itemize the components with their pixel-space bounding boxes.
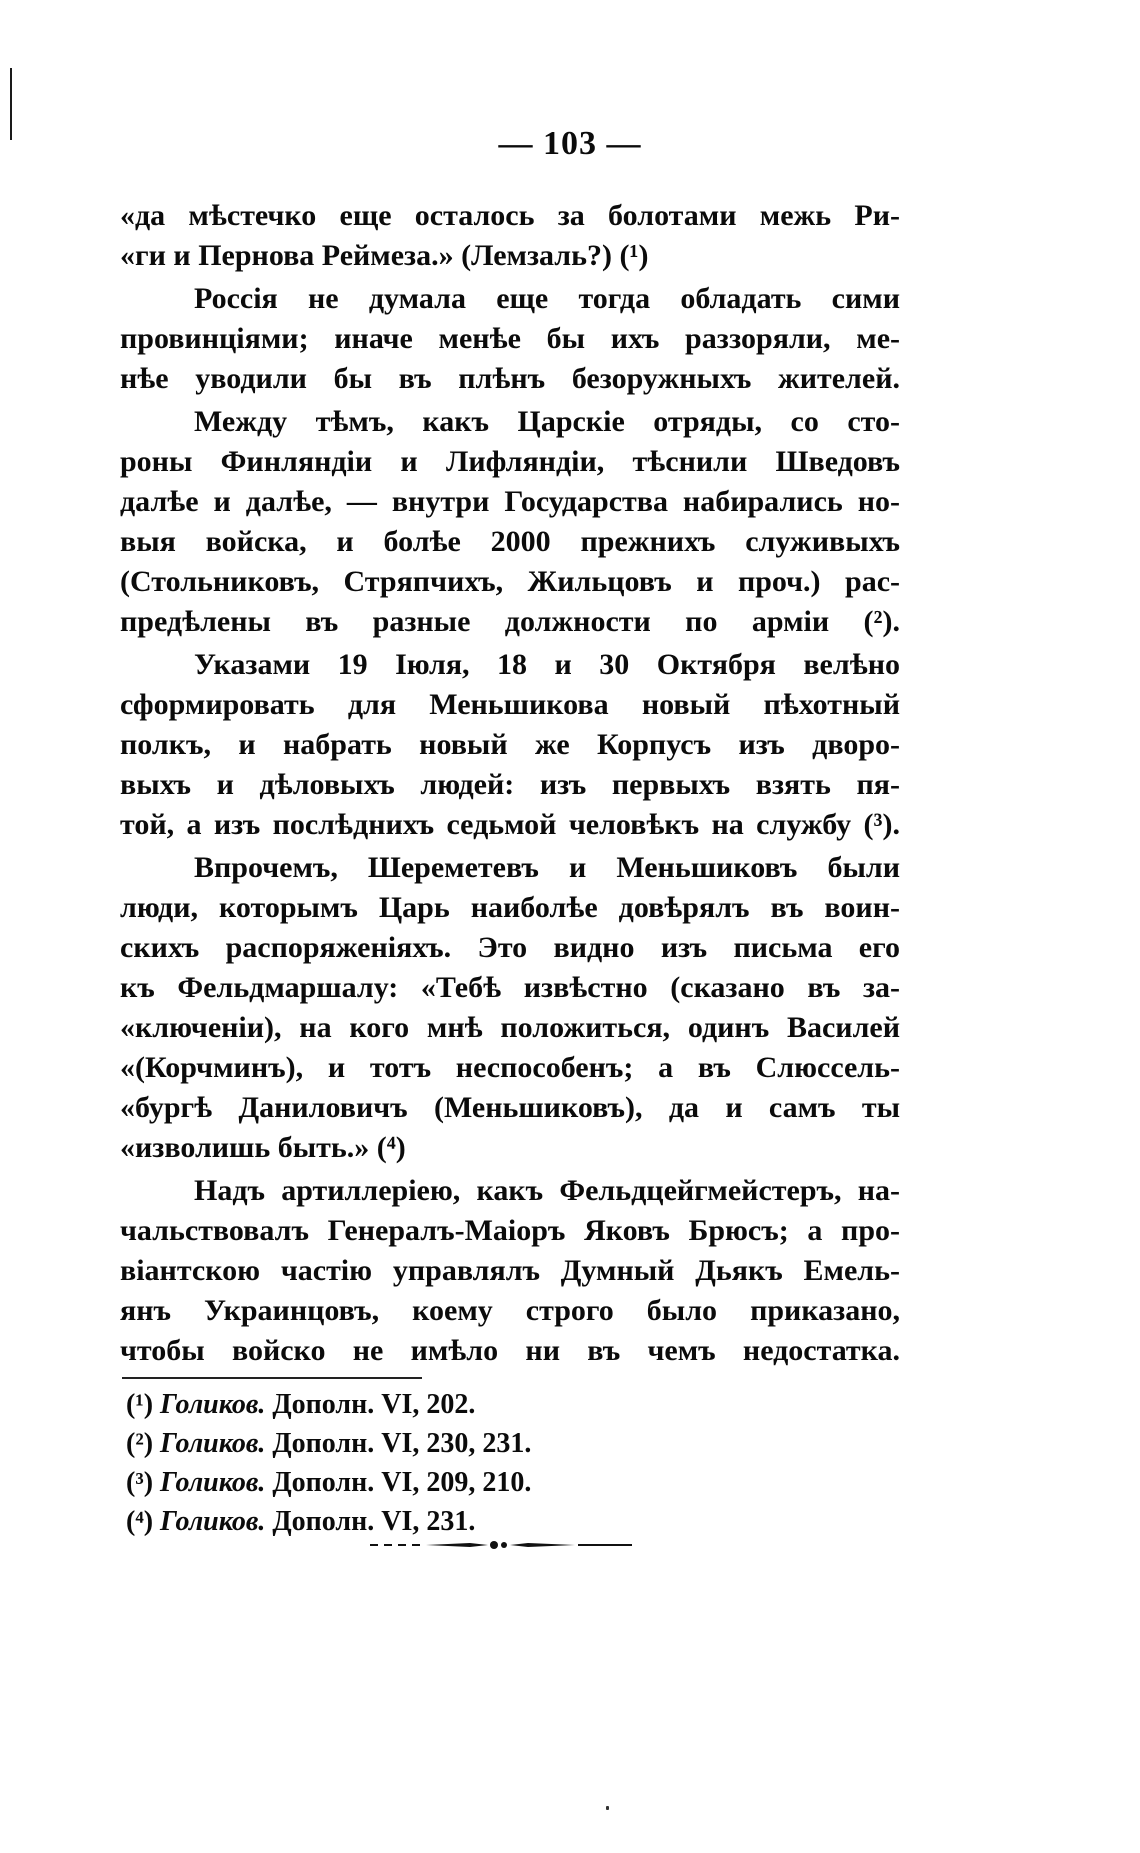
paragraph-2 <box>120 279 900 399</box>
text-line: «изволишь быть.» (⁴) <box>120 1131 406 1164</box>
footnote-mark: (⁴) <box>126 1506 154 1537</box>
paragraph-1 <box>120 196 900 276</box>
text-line: Впрочемъ, Шереметевъ и Меньшиковъ были <box>194 851 900 884</box>
body-text <box>120 196 900 1374</box>
footnote-text: Дополн. VI, 202. <box>272 1389 476 1420</box>
footnote-1 <box>126 1385 626 1424</box>
paragraph-4 <box>120 645 900 845</box>
text-line: віантскою частію управлялъ Думный Дьякъ Емель- <box>120 1254 900 1287</box>
text-line: провинціями; иначе менѣе бы ихъ раззоряли, ме- <box>120 322 900 355</box>
text-line: выхъ и дѣловыхъ людей: изъ первыхъ взять пя- <box>120 768 900 801</box>
text-line: люди, которымъ Царь наиболѣе довѣрялъ въ воин- <box>120 891 900 924</box>
text-line: янъ Украинцовъ, коему строго было приказано, <box>120 1294 900 1327</box>
end-ornament <box>370 1538 632 1552</box>
text-line: сформировать для Меньшикова новый пѣхотный <box>120 688 900 721</box>
text-line: къ Фельдмаршалу: «Тебѣ извѣстно (сказано въ за- <box>120 971 900 1004</box>
footnotes <box>126 1385 626 1541</box>
paragraph-6 <box>120 1171 900 1371</box>
text-line: чальствовалъ Генералъ-Маіоръ Яковъ Брюсъ; а про- <box>120 1214 900 1247</box>
text-line: «да мѣстечко еще осталось за болотами межь Ри- <box>120 199 900 232</box>
text-line: (Стольниковъ, Стряпчихъ, Жильцовъ и проч.) рас- <box>120 565 900 598</box>
text-line: полкъ, и набрать новый же Корпусъ изъ дворо- <box>120 728 900 761</box>
footnote-author: Голиков. <box>160 1428 266 1459</box>
footnote-author: Голиков. <box>160 1467 266 1498</box>
footnote-mark: (²) <box>126 1428 154 1459</box>
paragraph-5 <box>120 848 900 1168</box>
text-line: «ключеніи), на кого мнѣ положиться, одинъ Василей <box>120 1011 900 1044</box>
footnote-author: Голиков. <box>160 1506 266 1537</box>
text-line: чтобы войско не имѣло ни въ чемъ недостатка. <box>120 1334 900 1367</box>
footnote-text: Дополн. VI, 230, 231. <box>272 1428 532 1459</box>
paragraph-3 <box>120 402 900 642</box>
text-line: выя войска, и болѣе 2000 прежнихъ служивыхъ <box>120 525 900 558</box>
text-line: нѣе уводили бы въ плѣнъ безоружныхъ жителей. <box>120 362 900 395</box>
text-line: Указами 19 Іюля, 18 и 30 Октября велѣно <box>194 648 900 681</box>
footnote-mark: (¹) <box>126 1389 154 1420</box>
footnote-4 <box>126 1502 626 1541</box>
text-line: «(Корчминъ), и тотъ неспособенъ; а въ Слюссель- <box>120 1051 900 1084</box>
footnote-2 <box>126 1424 626 1463</box>
footnote-text: Дополн. VI, 209, 210. <box>272 1467 532 1498</box>
text-line: Между тѣмъ, какъ Царскіе отряды, со сто- <box>194 405 900 438</box>
page-number: — 103 — <box>498 125 642 162</box>
footnote-text: Дополн. VI, 231. <box>272 1506 476 1537</box>
footnote-3 <box>126 1463 626 1502</box>
text-line: далѣе и далѣе, — внутри Государства набирались но- <box>120 485 900 518</box>
text-line: предѣлены въ разные должности по арміи (²). <box>120 605 900 638</box>
footnote-divider <box>122 1377 422 1379</box>
text-line: той, а изъ послѣднихъ седьмой человѣкъ на службу (³). <box>120 808 900 841</box>
footnote-author: Голиков. <box>160 1389 266 1420</box>
footnote-mark: (³) <box>126 1467 154 1498</box>
text-line: роны Финляндіи и Лифляндіи, тѣснили Шведовъ <box>120 445 900 478</box>
text-line: «ги и Пернова Реймеза.» (Лемзаль?) (¹) <box>120 239 649 272</box>
text-line: Россія не думала еще тогда обладать сими <box>194 282 900 315</box>
text-line: Надъ артиллеріею, какъ Фельдцейгмейстеръ, на- <box>194 1174 900 1207</box>
speck <box>606 1806 609 1810</box>
text-line: скихъ распоряженіяхъ. Это видно изъ письма его <box>120 931 900 964</box>
text-line: «бургѣ Даниловичъ (Меньшиковъ), да и самъ ты <box>120 1091 900 1124</box>
